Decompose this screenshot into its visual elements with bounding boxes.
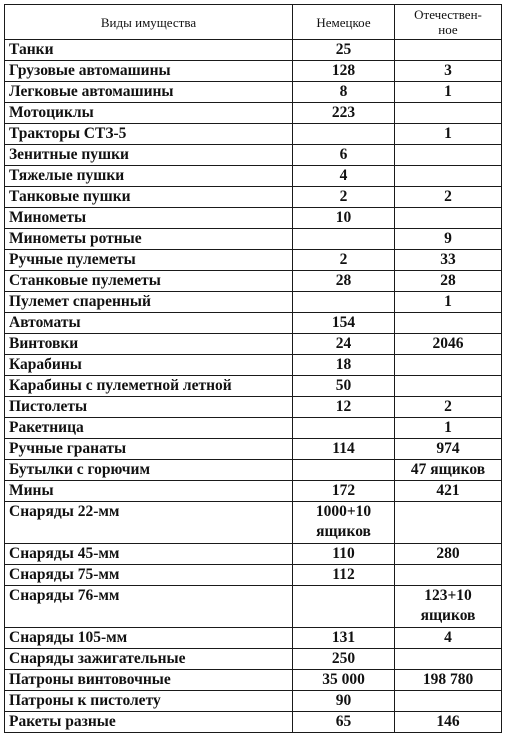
cell-property-name: Снаряды 76-мм — [5, 586, 293, 628]
cell-domestic-value: 2 — [395, 187, 502, 208]
cell-property-name: Снаряды 45-мм — [5, 544, 293, 565]
cell-domestic-value — [395, 502, 502, 544]
cell-german-value: 154 — [293, 313, 395, 334]
cell-property-name: Снаряды зажигательные — [5, 649, 293, 670]
cell-domestic-value — [395, 103, 502, 124]
cell-german-value: 28 — [293, 271, 395, 292]
cell-property-name: Бутылки с горючим — [5, 460, 293, 481]
table-row — [5, 103, 502, 124]
cell-german-value: 25 — [293, 40, 395, 61]
table-row — [5, 40, 502, 61]
cell-domestic-value — [395, 565, 502, 586]
cell-domestic-value: 421 — [395, 481, 502, 502]
cell-domestic-value: 47 ящиков — [395, 460, 502, 481]
table-row — [5, 439, 502, 460]
cell-german-value: 6 — [293, 145, 395, 166]
cell-property-name: Танки — [5, 40, 293, 61]
header-property-type: Виды имущества — [5, 5, 293, 40]
table-row — [5, 208, 502, 229]
cell-property-name: Тракторы СТЗ-5 — [5, 124, 293, 145]
table-body — [5, 40, 502, 733]
cell-german-value — [293, 292, 395, 313]
table-row — [5, 124, 502, 145]
cell-german-value: 4 — [293, 166, 395, 187]
cell-domestic-value: 123+10 ящиков — [395, 586, 502, 628]
cell-property-name: Минометы ротные — [5, 229, 293, 250]
cell-domestic-value — [395, 40, 502, 61]
cell-property-name: Мины — [5, 481, 293, 502]
cell-german-value: 250 — [293, 649, 395, 670]
cell-property-name: Снаряды 22-мм — [5, 502, 293, 544]
cell-domestic-value: 1 — [395, 124, 502, 145]
table-row — [5, 628, 502, 649]
table-row — [5, 271, 502, 292]
cell-domestic-value: 1 — [395, 292, 502, 313]
cell-property-name: Ручные пулеметы — [5, 250, 293, 271]
document-page — [4, 4, 501, 733]
cell-domestic-value: 28 — [395, 271, 502, 292]
table-row — [5, 544, 502, 565]
cell-property-name: Мотоциклы — [5, 103, 293, 124]
cell-domestic-value: 9 — [395, 229, 502, 250]
cell-german-value: 65 — [293, 712, 395, 733]
table-row — [5, 145, 502, 166]
cell-property-name: Ракеты разные — [5, 712, 293, 733]
cell-property-name: Снаряды 75-мм — [5, 565, 293, 586]
cell-german-value: 10 — [293, 208, 395, 229]
cell-domestic-value: 33 — [395, 250, 502, 271]
cell-domestic-value — [395, 208, 502, 229]
table-row — [5, 229, 502, 250]
table-row — [5, 481, 502, 502]
cell-domestic-value — [395, 376, 502, 397]
cell-german-value: 90 — [293, 691, 395, 712]
header-german: Немецкое — [293, 5, 395, 40]
cell-domestic-value: 2046 — [395, 334, 502, 355]
cell-german-value: 50 — [293, 376, 395, 397]
cell-domestic-value — [395, 145, 502, 166]
cell-german-value: 18 — [293, 355, 395, 376]
cell-domestic-value — [395, 313, 502, 334]
cell-property-name: Минометы — [5, 208, 293, 229]
cell-property-name: Ракетница — [5, 418, 293, 439]
cell-german-value: 114 — [293, 439, 395, 460]
table-row — [5, 187, 502, 208]
cell-property-name: Грузовые автомашины — [5, 61, 293, 82]
cell-property-name: Снаряды 105-мм — [5, 628, 293, 649]
cell-german-value — [293, 460, 395, 481]
cell-domestic-value: 974 — [395, 439, 502, 460]
table-row — [5, 355, 502, 376]
cell-domestic-value: 146 — [395, 712, 502, 733]
cell-german-value: 8 — [293, 82, 395, 103]
table-row — [5, 292, 502, 313]
cell-german-value — [293, 418, 395, 439]
table-row — [5, 334, 502, 355]
cell-german-value: 112 — [293, 565, 395, 586]
table-row — [5, 649, 502, 670]
cell-property-name: Станковые пулеметы — [5, 271, 293, 292]
table-row — [5, 313, 502, 334]
cell-domestic-value — [395, 355, 502, 376]
cell-property-name: Ручные гранаты — [5, 439, 293, 460]
cell-domestic-value — [395, 166, 502, 187]
cell-german-value: 172 — [293, 481, 395, 502]
cell-domestic-value: 198 780 — [395, 670, 502, 691]
cell-property-name: Карабины с пулеметной летной — [5, 376, 293, 397]
table-row — [5, 460, 502, 481]
cell-german-value: 24 — [293, 334, 395, 355]
table-row — [5, 418, 502, 439]
table-row — [5, 712, 502, 733]
cell-domestic-value: 280 — [395, 544, 502, 565]
table-row — [5, 82, 502, 103]
cell-german-value — [293, 586, 395, 628]
cell-german-value: 2 — [293, 250, 395, 271]
table-row — [5, 376, 502, 397]
cell-property-name: Пулемет спаренный — [5, 292, 293, 313]
table-row — [5, 565, 502, 586]
cell-domestic-value: 2 — [395, 397, 502, 418]
cell-property-name: Автоматы — [5, 313, 293, 334]
cell-domestic-value: 4 — [395, 628, 502, 649]
table-row — [5, 670, 502, 691]
cell-german-value: 1000+10 ящиков — [293, 502, 395, 544]
cell-domestic-value: 3 — [395, 61, 502, 82]
table-row — [5, 250, 502, 271]
cell-german-value: 2 — [293, 187, 395, 208]
table-row — [5, 502, 502, 544]
cell-property-name: Пистолеты — [5, 397, 293, 418]
table-row — [5, 61, 502, 82]
cell-domestic-value: 1 — [395, 82, 502, 103]
cell-property-name: Зенитные пушки — [5, 145, 293, 166]
cell-property-name: Танковые пушки — [5, 187, 293, 208]
cell-domestic-value: 1 — [395, 418, 502, 439]
inventory-table — [4, 4, 502, 733]
cell-german-value — [293, 229, 395, 250]
cell-german-value: 223 — [293, 103, 395, 124]
table-row — [5, 397, 502, 418]
cell-domestic-value — [395, 649, 502, 670]
table-row — [5, 166, 502, 187]
cell-property-name: Тяжелые пушки — [5, 166, 293, 187]
cell-property-name: Патроны к пистолету — [5, 691, 293, 712]
table-row — [5, 691, 502, 712]
header-domestic: Отечествен- ное — [395, 5, 502, 40]
cell-property-name: Карабины — [5, 355, 293, 376]
table-header-row — [5, 5, 502, 40]
cell-german-value — [293, 124, 395, 145]
table-row — [5, 586, 502, 628]
cell-german-value: 12 — [293, 397, 395, 418]
cell-property-name: Винтовки — [5, 334, 293, 355]
cell-property-name: Легковые автомашины — [5, 82, 293, 103]
cell-german-value: 110 — [293, 544, 395, 565]
cell-domestic-value — [395, 691, 502, 712]
cell-german-value: 35 000 — [293, 670, 395, 691]
cell-property-name: Патроны винтовочные — [5, 670, 293, 691]
cell-german-value: 128 — [293, 61, 395, 82]
cell-german-value: 131 — [293, 628, 395, 649]
